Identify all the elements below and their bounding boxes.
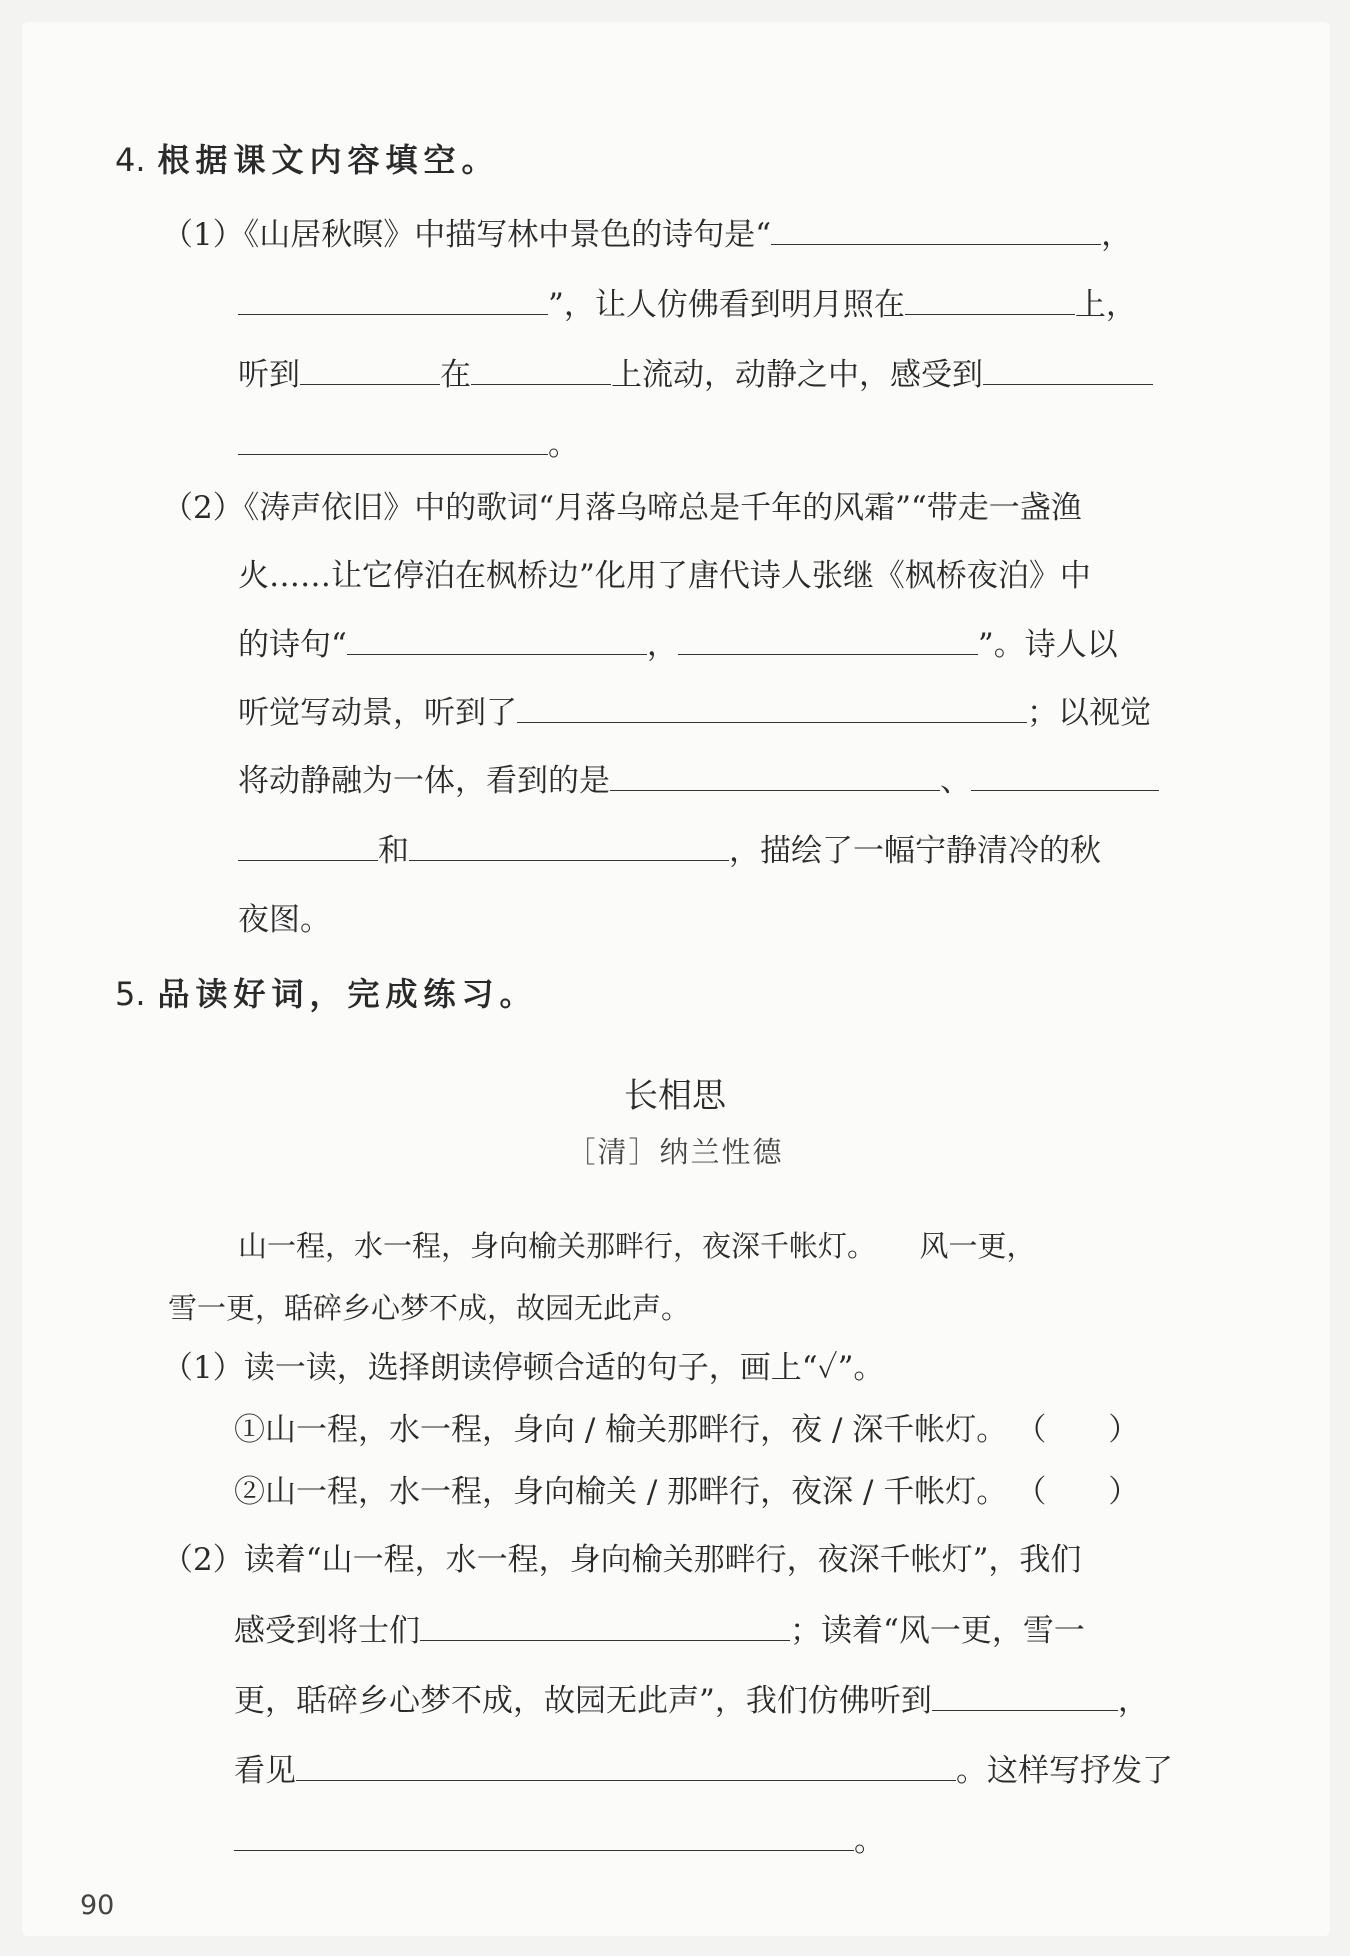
- q4-2-text6: ；以视觉: [1027, 695, 1151, 731]
- q5-2-line1: [162, 1540, 1081, 1580]
- q5-2-period: 。: [854, 1823, 885, 1859]
- q4-1-text3: 上，: [1074, 287, 1137, 323]
- q5-2-text6: 。这样写抒发了: [956, 1753, 1173, 1789]
- poem-title: 长相思: [624, 1076, 726, 1116]
- q4-2-line4: [238, 692, 1151, 733]
- q4-1-text5: 在: [440, 357, 471, 393]
- q4-2-line6: [238, 830, 1101, 871]
- q4-2-blank-4[interactable]: [610, 760, 940, 791]
- q4-1-blank-1[interactable]: [771, 214, 1101, 245]
- q5-1-text: 读一读，选择朗读停顿合适的句子，画上“✓”。: [243, 1350, 885, 1386]
- q4-number: 4.: [115, 141, 146, 179]
- q4-2-text5: 听觉写动景，听到了: [238, 695, 517, 731]
- q4-2-blank-7[interactable]: [409, 830, 729, 861]
- q4-2-text8: 、: [940, 763, 971, 799]
- q4-1-comma: ，: [1101, 217, 1133, 253]
- q5-1-line1: [162, 1348, 884, 1388]
- q4-2-comma: ，: [646, 627, 678, 663]
- q4-title: 根据课文内容填空。: [157, 141, 500, 179]
- q5-2-number: （2）: [162, 1542, 244, 1578]
- q5-2-text3: ；读着“风一更，雪一: [790, 1613, 1085, 1649]
- q5-2-line3: [234, 1680, 1149, 1721]
- q4-1-line2: [238, 284, 1137, 325]
- q4-2-text3: 的诗句“: [238, 627, 347, 663]
- q5-2-line2: [234, 1610, 1085, 1651]
- q4-1-text: 《山居秋暝》中描写林中景色的诗句是“: [243, 217, 772, 253]
- q4-1-blank-4[interactable]: [300, 354, 440, 385]
- q4-1-blank-6[interactable]: [983, 354, 1153, 385]
- q4-2-line3: [238, 624, 1118, 665]
- q4-2-blank-5[interactable]: [971, 760, 1159, 791]
- q4-2-line2: [238, 556, 1091, 596]
- q4-2-text2: 火……让它停泊在枫桥边”化用了唐代诗人张继《枫桥夜泊》中: [238, 558, 1091, 594]
- q5-number: 5.: [115, 975, 146, 1013]
- q5-1-option-1-text: ①山一程，水一程，身向 / 榆关那畔行，夜 / 深千帐灯。: [234, 1412, 1008, 1448]
- q4-2-line5: [238, 760, 1159, 801]
- q4-2-line1: [162, 488, 1082, 528]
- q4-1-text6: 上流动，动静之中，感受到: [611, 357, 983, 393]
- q5-2-line5: [234, 1820, 885, 1861]
- poem-line-1: 山一程，水一程，身向榆关那畔行，夜深千帐灯。 风一更，: [238, 1229, 1036, 1263]
- q4-2-blank-2[interactable]: [678, 624, 978, 655]
- q5-1-option-1: [234, 1410, 1139, 1450]
- q4-2-text11: 夜图。: [238, 902, 331, 938]
- q5-2-text2: 感受到将士们: [234, 1613, 420, 1649]
- q5-1-number: （1）: [162, 1350, 244, 1386]
- q5-2-text1: 读着“山一程，水一程，身向榆关那畔行，夜深千帐灯”，我们: [243, 1542, 1082, 1578]
- q4-2-blank-1[interactable]: [347, 624, 647, 655]
- q4-1-number: （1）: [162, 217, 244, 253]
- q4-1-blank-7[interactable]: [238, 424, 548, 455]
- q5-2-text4: 更，聒碎乡心梦不成，故园无此声”，我们仿佛听到: [234, 1683, 932, 1719]
- q4-1-text2: ”，让人仿佛看到明月照在: [548, 287, 905, 323]
- q4-heading: [115, 140, 500, 180]
- q5-2-comma: ，: [1117, 1683, 1149, 1719]
- q4-2-text7: 将动静融为一体，看到的是: [238, 763, 610, 799]
- q5-heading: [115, 974, 538, 1014]
- poem-author: ［清］纳兰性德: [566, 1135, 784, 1169]
- q4-2-blank-3[interactable]: [517, 692, 1027, 723]
- q5-2-blank-4[interactable]: [234, 1820, 854, 1851]
- q5-2-blank-3[interactable]: [296, 1750, 956, 1781]
- poem-line-2: 雪一更，聒碎乡心梦不成，故园无此声。: [168, 1291, 691, 1325]
- q4-1-line3: [238, 354, 1153, 395]
- q5-2-text5: 看见: [234, 1753, 296, 1789]
- page-number: 90: [80, 1890, 115, 1921]
- q4-1-blank-5[interactable]: [471, 354, 611, 385]
- q5-1-option-2-text: ②山一程，水一程，身向榆关 / 那畔行，夜深 / 千帐灯。: [234, 1474, 1008, 1510]
- q5-1-option-1-answer[interactable]: （ ）: [1015, 1412, 1140, 1448]
- q4-2-text4: ”。诗人以: [977, 627, 1118, 663]
- q5-2-blank-1[interactable]: [420, 1610, 790, 1641]
- q4-2-text10: ，描绘了一幅宁静清冷的秋: [729, 833, 1101, 869]
- q4-1-text4: 听到: [238, 357, 300, 393]
- q4-1-blank-2[interactable]: [238, 284, 548, 315]
- q4-1-blank-3[interactable]: [905, 284, 1075, 315]
- q4-1-line4: [238, 424, 579, 465]
- q4-2-text9: 和: [378, 833, 409, 869]
- q5-1-option-2: [234, 1472, 1139, 1512]
- q4-1-line1: [162, 214, 1132, 255]
- q4-1-period: 。: [548, 427, 579, 463]
- q4-2-text1: 《涛声依旧》中的歌词“月落乌啼总是千年的风霜”“带走一盏渔: [243, 490, 1082, 526]
- q4-2-line7: [238, 900, 331, 940]
- q5-1-option-2-answer[interactable]: （ ）: [1015, 1474, 1140, 1510]
- q5-2-blank-2[interactable]: [932, 1680, 1118, 1711]
- q5-2-line4: [234, 1750, 1173, 1791]
- q4-2-number: （2）: [162, 490, 244, 526]
- q5-title: 品读好词，完成练习。: [157, 975, 538, 1013]
- q4-2-blank-6[interactable]: [238, 830, 378, 861]
